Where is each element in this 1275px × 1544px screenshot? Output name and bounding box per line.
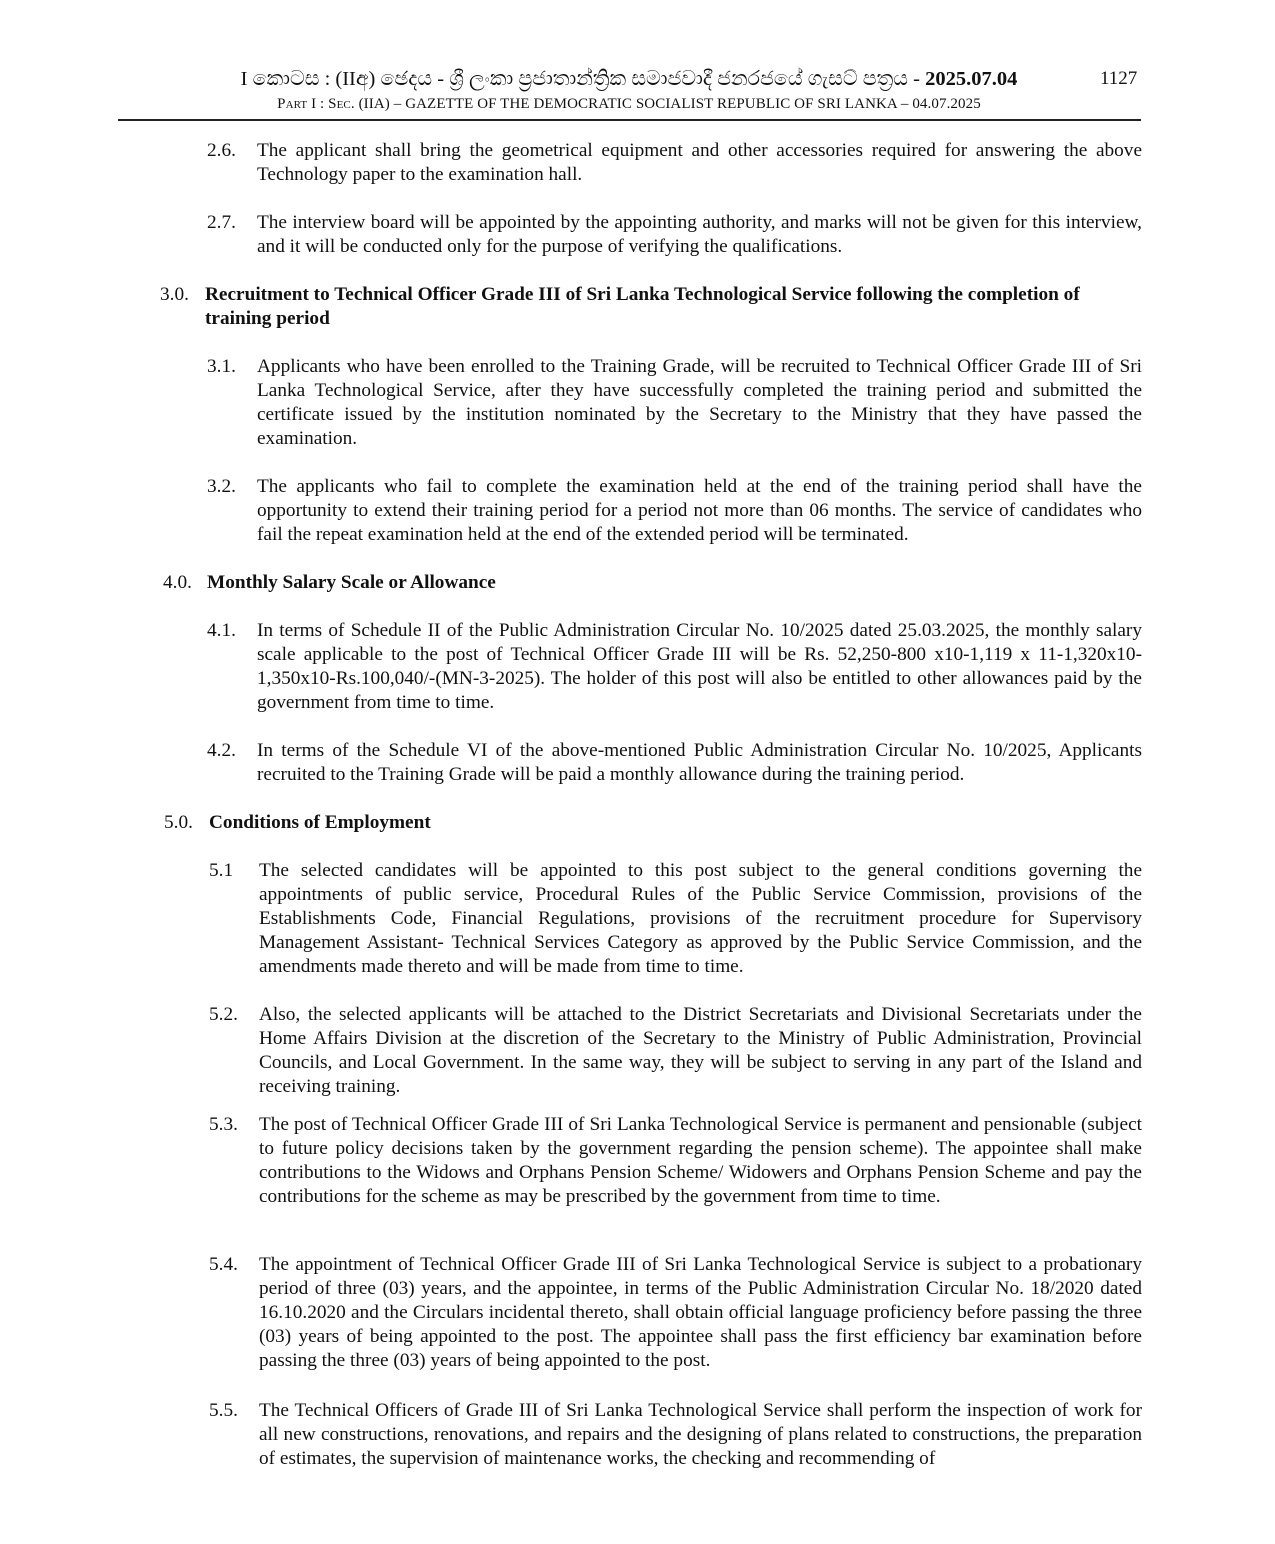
clause-number: 5.2.	[209, 1004, 238, 1025]
clause-number: 5.5.	[209, 1400, 238, 1421]
section-heading-5	[164, 811, 1142, 835]
page-header	[0, 0, 1275, 124]
page-number: 1127	[1100, 68, 1138, 89]
clause-number: 5.3.	[209, 1114, 238, 1135]
clause-5-4	[209, 1253, 1142, 1373]
header-sinhala-text: I කොටස : (IIඅ) ඡෙදය - ශ්‍රී ලංකා ප්‍රජාතාන්ත්‍රික සමාජවාදී ජනරජයේ ගැසට් පත්‍රය -	[240, 68, 926, 90]
section-title: Monthly Salary Scale or Allowance	[207, 572, 496, 593]
clause-2-6	[207, 139, 1142, 187]
clause-text: The Technical Officers of Grade III of Sri Lanka Technological Service shall perform the inspection of work for all new constructions, renovations, and repairs and the designing of plans related to constructions, the preparation of estimates, the supervision of maintenance works, the checking and recommending of	[259, 1400, 1142, 1469]
section-number: 4.0.	[163, 572, 192, 593]
clause-number: 5.4.	[209, 1254, 238, 1275]
clause-number: 4.2.	[207, 740, 236, 761]
clause-text: The appointment of Technical Officer Grade III of Sri Lanka Technological Service is subject to a probationary period of three (03) years, and the appointee, in terms of the Public Administration Circular No. 18/2020 dated 16.10.2020 and the Circulars incidental thereto, shall obtain official language proficiency before passing the three (03) years of being appointed to the post. The appointee shall pass the first efficiency bar examination before passing the three (03) years of being appointed to the post.	[259, 1254, 1142, 1371]
header-english-line	[0, 95, 1258, 113]
section-number: 3.0.	[160, 284, 189, 305]
clause-4-1	[207, 619, 1142, 715]
clause-number: 4.1.	[207, 620, 236, 641]
header-date: 2025.07.04	[925, 68, 1018, 90]
clause-number: 2.7.	[207, 212, 236, 233]
clause-2-7	[207, 211, 1142, 259]
clause-text: The interview board will be appointed by the appointing authority, and marks will not be given for this interview, and it will be conducted only for the purpose of verifying the qualifications.	[257, 212, 1142, 257]
clause-text: The applicant shall bring the geometrical equipment and other accessories required for answering the above Technology paper to the examination hall.	[257, 140, 1142, 185]
clause-5-2	[209, 1003, 1142, 1099]
section-title: Conditions of Employment	[209, 812, 431, 833]
clause-text: The applicants who fail to complete the examination held at the end of the training period shall have the opportunity to extend their training period for a period not more than 06 months. The service of candidates who fail the repeat examination held at the end of the extended period will be terminated.	[257, 476, 1142, 545]
clause-number: 3.2.	[207, 476, 236, 497]
header-part-label: Part	[277, 96, 308, 112]
section-number: 5.0.	[164, 812, 193, 833]
clause-5-5	[209, 1399, 1142, 1471]
section-heading-3	[160, 283, 1142, 331]
section-title: Recruitment to Technical Officer Grade III of Sri Lanka Technological Service following the completion of training period	[205, 284, 1080, 329]
clause-text: In terms of Schedule II of the Public Administration Circular No. 10/2025 dated 25.03.2025, the monthly salary scale applicable to the post of Technical Officer Grade III will be Rs. 52,250-800 x10-1,119 x 11-1,320x10-1,350x10-Rs.100,040/-(MN-3-2025). The holder of this post will also be entitled to other allowances paid by the government from time to time.	[257, 620, 1142, 713]
clause-text: The selected candidates will be appointed to this post subject to the general conditions governing the appointments of public service, Procedural Rules of the Public Service Commission, provisions of the Establishments Code, Financial Regulations, provisions of the recruitment procedure for Supervisory Management Assistant- Technical Services Category as approved by the Public Service Commission, and the amendments made thereto and will be made from time to time.	[259, 860, 1142, 977]
header-sinhala-line	[0, 66, 1258, 92]
header-sec-label: Sec.	[328, 96, 355, 112]
clause-5-3	[209, 1113, 1142, 1209]
clause-text: In terms of the Schedule VI of the above-mentioned Public Administration Circular No. 10/2025, Applicants recruited to the Training Grade will be paid a monthly allowance during the training period.	[257, 740, 1142, 785]
clause-number: 3.1.	[207, 356, 236, 377]
header-gazette-title: (IIA) – GAZETTE OF THE DEMOCRATIC SOCIALIST REPUBLIC OF SRI LANKA – 04.07.2025	[354, 96, 981, 112]
header-divider	[118, 119, 1141, 121]
section-heading-4	[163, 571, 1142, 595]
clause-text: The post of Technical Officer Grade III of Sri Lanka Technological Service is permanent and pensionable (subject to future policy decisions taken by the government regarding the pension scheme). The appointee shall make contributions to the Widows and Orphans Pension Scheme/ Widowers and Orphans Pension Scheme and pay the contributions for the scheme as may be prescribed by the government from time to time.	[259, 1114, 1142, 1207]
clause-text: Applicants who have been enrolled to the Training Grade, will be recruited to Technical Officer Grade III of Sri Lanka Technological Service, after they have successfully completed the training period and submitted the certificate issued by the institution nominated by the Secretary to the Ministry that they have passed the examination.	[257, 356, 1142, 449]
clause-number: 5.1	[209, 860, 234, 881]
clause-text: Also, the selected applicants will be attached to the District Secretariats and Divisional Secretariats under the Home Affairs Division at the discretion of the Secretary to the Ministry of Public Administration, Provincial Councils, and Local Government. In the same way, they will be subject to serving in any part of the Island and receiving training.	[259, 1004, 1142, 1097]
clause-3-2	[207, 475, 1142, 547]
clause-4-2	[207, 739, 1142, 787]
clause-5-1	[209, 859, 1142, 979]
header-part-roman: I :	[307, 96, 329, 112]
clause-number: 2.6.	[207, 140, 236, 161]
clause-3-1	[207, 355, 1142, 451]
